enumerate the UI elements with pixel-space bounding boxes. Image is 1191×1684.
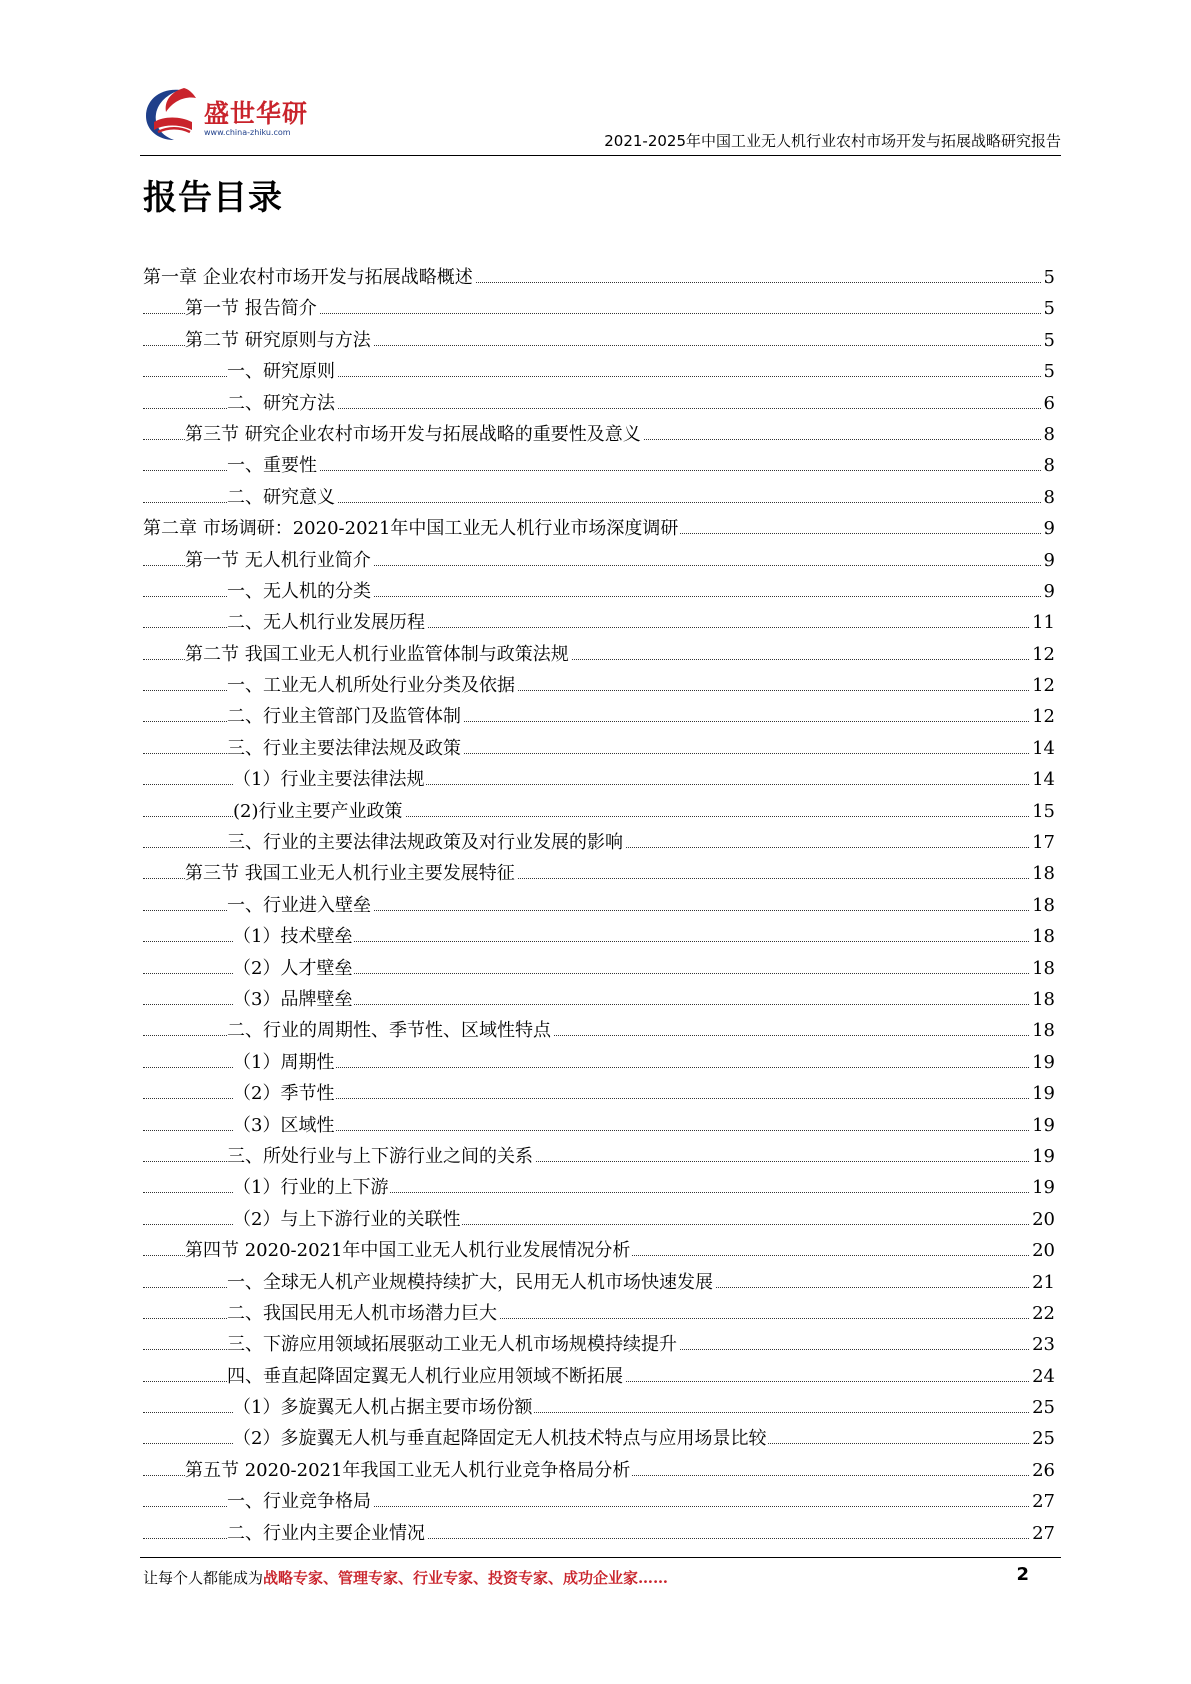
toc-entry-page: 12 (1030, 639, 1055, 670)
toc-entry-page: 12 (1030, 701, 1055, 732)
toc-entry-label: 二、行业的周期性、季节性、区域性特点 (227, 1015, 553, 1046)
toc-entry-label: 第二章 市场调研：2020-2021年中国工业无人机行业市场深度调研 (143, 513, 680, 544)
toc-entry[interactable] (143, 356, 1055, 387)
toc-entry-page: 5 (1042, 293, 1055, 324)
toc-entry[interactable] (143, 984, 1055, 1015)
toc-entry[interactable] (143, 513, 1055, 544)
toc-entry-label: 第一章 企业农村市场开发与拓展战略概述 (143, 262, 475, 293)
toc-entry-label: 三、下游应用领域拓展驱动工业无人机市场规模持续提升 (227, 1329, 679, 1360)
toc-entry-label: 第二节 研究原则与方法 (185, 325, 373, 356)
toc-entry[interactable] (143, 890, 1055, 921)
toc-entry-page: 19 (1030, 1141, 1055, 1172)
page-title: 报告目录 (143, 178, 283, 218)
toc-entry-page: 8 (1042, 450, 1055, 481)
toc-entry-label: 一、研究原则 (227, 356, 337, 387)
toc-entry-page: 9 (1042, 545, 1055, 576)
toc-entry-page: 22 (1030, 1298, 1055, 1329)
toc-entry[interactable] (143, 701, 1055, 732)
toc-entry-page: 15 (1030, 796, 1055, 827)
toc-entry-page: 18 (1030, 921, 1055, 952)
table-of-contents (143, 262, 1055, 1549)
toc-entry-label: （1）行业主要法律法规 (233, 764, 426, 795)
toc-entry-page: 9 (1042, 513, 1055, 544)
toc-entry-label: 第四节 2020-2021年中国工业无人机行业发展情况分析 (185, 1235, 632, 1266)
toc-entry[interactable] (143, 450, 1055, 481)
toc-entry-label: 四、垂直起降固定翼无人机行业应用领域不断拓展 (227, 1361, 625, 1392)
toc-entry[interactable] (143, 670, 1055, 701)
toc-entry-label: 二、我国民用无人机市场潜力巨大 (227, 1298, 499, 1329)
toc-entry-page: 5 (1042, 356, 1055, 387)
toc-entry-label: （2）与上下游行业的关联性 (233, 1204, 462, 1235)
toc-entry-page: 19 (1030, 1047, 1055, 1078)
toc-entry[interactable] (143, 576, 1055, 607)
header-divider (140, 155, 1061, 156)
toc-entry-label: 第二节 我国工业无人机行业监管体制与政策法规 (185, 639, 571, 670)
toc-entry-label: （3）区域性 (233, 1110, 336, 1141)
toc-entry[interactable] (143, 1455, 1055, 1486)
toc-entry-page: 12 (1030, 670, 1055, 701)
toc-entry-label: （1）周期性 (233, 1047, 336, 1078)
toc-entry-label: （1）多旋翼无人机占据主要市场份额 (233, 1392, 534, 1423)
toc-entry[interactable] (143, 953, 1055, 984)
toc-entry[interactable] (143, 388, 1055, 419)
toc-entry[interactable] (143, 419, 1055, 450)
toc-entry-page: 9 (1042, 576, 1055, 607)
toc-entry-page: 8 (1042, 419, 1055, 450)
toc-entry[interactable] (143, 733, 1055, 764)
toc-entry[interactable] (143, 1015, 1055, 1046)
toc-entry-label: 一、工业无人机所处行业分类及依据 (227, 670, 517, 701)
toc-entry-page: 8 (1042, 482, 1055, 513)
toc-entry[interactable] (143, 1267, 1055, 1298)
toc-entry[interactable] (143, 1110, 1055, 1141)
toc-entry[interactable] (143, 1518, 1055, 1549)
toc-entry-label: 二、研究方法 (227, 388, 337, 419)
toc-entry-page: 26 (1030, 1455, 1055, 1486)
toc-entry-page: 27 (1030, 1518, 1055, 1549)
toc-entry-page: 14 (1030, 733, 1055, 764)
logo-url: www.china-zhiku.com (204, 128, 291, 137)
toc-entry[interactable] (143, 858, 1055, 889)
toc-entry[interactable] (143, 1235, 1055, 1266)
toc-entry-page: 21 (1030, 1267, 1055, 1298)
toc-entry-label: （3）品牌壁垒 (233, 984, 354, 1015)
toc-entry[interactable] (143, 1172, 1055, 1203)
footer-slogan (143, 1567, 668, 1588)
toc-entry[interactable] (143, 1078, 1055, 1109)
toc-entry[interactable] (143, 1329, 1055, 1360)
toc-entry[interactable] (143, 827, 1055, 858)
toc-entry[interactable] (143, 764, 1055, 795)
toc-entry[interactable] (143, 1392, 1055, 1423)
toc-entry-label: 二、研究意义 (227, 482, 337, 513)
logo-swoosh-icon (140, 86, 204, 144)
toc-entry[interactable] (143, 607, 1055, 638)
toc-entry-page: 6 (1042, 388, 1055, 419)
toc-entry-label: （2）人才壁垒 (233, 953, 354, 984)
toc-entry-label: 一、重要性 (227, 450, 319, 481)
toc-entry-label: 一、全球无人机产业规模持续扩大，民用无人机市场快速发展 (227, 1267, 715, 1298)
report-title: 2021-2025年中国工业无人机行业农村市场开发与拓展战略研究报告 (604, 132, 1061, 150)
toc-entry[interactable] (143, 1141, 1055, 1172)
toc-entry[interactable] (143, 639, 1055, 670)
toc-entry-label: 第五节 2020-2021年我国工业无人机行业竞争格局分析 (185, 1455, 632, 1486)
toc-entry[interactable] (143, 921, 1055, 952)
footer-slogan-prefix: 让每个人都能成为 (143, 1569, 264, 1587)
toc-entry-page: 19 (1030, 1078, 1055, 1109)
toc-entry-label: (2)行业主要产业政策 (233, 796, 405, 827)
toc-entry[interactable] (143, 1298, 1055, 1329)
toc-entry-label: （2）多旋翼无人机与垂直起降固定无人机技术特点与应用场景比较 (233, 1423, 768, 1454)
toc-entry-label: 三、所处行业与上下游行业之间的关系 (227, 1141, 535, 1172)
toc-entry[interactable] (143, 325, 1055, 356)
toc-entry-label: 二、行业主管部门及监管体制 (227, 701, 463, 732)
toc-entry[interactable] (143, 545, 1055, 576)
company-logo (140, 86, 310, 144)
toc-entry-label: 二、无人机行业发展历程 (227, 607, 427, 638)
toc-entry[interactable] (143, 262, 1055, 293)
toc-entry-label: （1）行业的上下游 (233, 1172, 390, 1203)
toc-entry-page: 18 (1030, 984, 1055, 1015)
toc-entry[interactable] (143, 1486, 1055, 1517)
logo-text: 盛世华研 (204, 99, 309, 128)
toc-entry-page: 18 (1030, 858, 1055, 889)
toc-entry-page: 18 (1030, 890, 1055, 921)
toc-entry-label: 一、无人机的分类 (227, 576, 373, 607)
toc-entry-page: 14 (1030, 764, 1055, 795)
toc-entry[interactable] (143, 482, 1055, 513)
toc-entry-page: 18 (1030, 953, 1055, 984)
toc-entry-label: 二、行业内主要企业情况 (227, 1518, 427, 1549)
page-number: 2 (1016, 1564, 1029, 1585)
toc-entry-page: 27 (1030, 1486, 1055, 1517)
toc-entry[interactable] (143, 293, 1055, 324)
toc-entry-label: 三、行业的主要法律法规政策及对行业发展的影响 (227, 827, 625, 858)
toc-entry[interactable] (143, 1423, 1055, 1454)
toc-entry-label: 一、行业竞争格局 (227, 1486, 373, 1517)
toc-entry-page: 19 (1030, 1172, 1055, 1203)
toc-entry-page: 17 (1030, 827, 1055, 858)
toc-entry-label: 第一节 报告简介 (185, 293, 319, 324)
toc-entry-page: 18 (1030, 1015, 1055, 1046)
toc-entry[interactable] (143, 1361, 1055, 1392)
toc-entry-label: （1）技术壁垒 (233, 921, 354, 952)
toc-entry-label: 第三节 我国工业无人机行业主要发展特征 (185, 858, 517, 889)
toc-entry-label: 第一节 无人机行业简介 (185, 545, 373, 576)
toc-entry-label: 一、行业进入壁垒 (227, 890, 373, 921)
toc-entry-page: 5 (1042, 325, 1055, 356)
toc-entry-label: 三、行业主要法律法规及政策 (227, 733, 463, 764)
toc-entry-page: 20 (1030, 1204, 1055, 1235)
toc-entry-page: 19 (1030, 1110, 1055, 1141)
toc-entry-page: 5 (1042, 262, 1055, 293)
toc-entry-label: 第三节 研究企业农村市场开发与拓展战略的重要性及意义 (185, 419, 643, 450)
toc-entry-page: 24 (1030, 1361, 1055, 1392)
footer-divider (140, 1557, 1061, 1558)
toc-entry[interactable] (143, 1047, 1055, 1078)
toc-entry-page: 20 (1030, 1235, 1055, 1266)
toc-entry-label: （2）季节性 (233, 1078, 336, 1109)
toc-entry-page: 25 (1030, 1392, 1055, 1423)
toc-entry[interactable] (143, 796, 1055, 827)
toc-entry-page: 25 (1030, 1423, 1055, 1454)
footer-slogan-highlight: 战略专家、管理专家、行业专家、投资专家、成功企业家…… (263, 1569, 669, 1587)
toc-entry-page: 11 (1030, 607, 1055, 638)
toc-entry-page: 23 (1030, 1329, 1055, 1360)
toc-entry[interactable] (143, 1204, 1055, 1235)
